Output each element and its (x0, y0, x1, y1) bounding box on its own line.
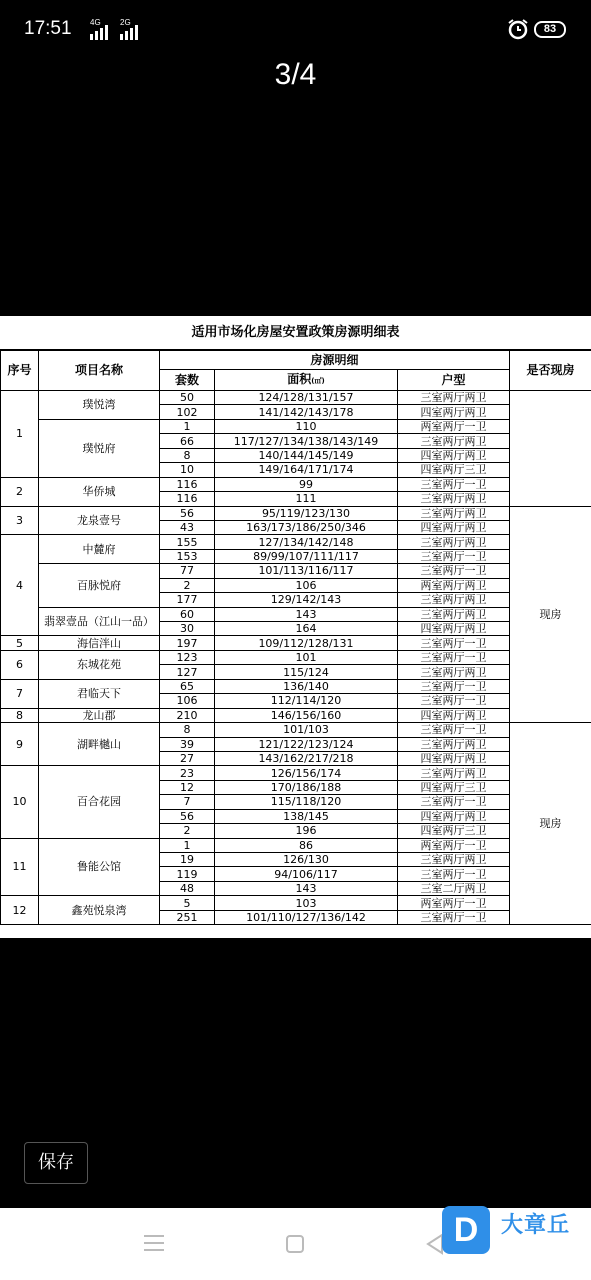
cell-sets: 210 (160, 708, 215, 722)
cell-sets: 119 (160, 867, 215, 881)
table-row (1, 723, 591, 737)
cell-seq: 5 (1, 636, 39, 650)
cell-sets: 19 (160, 853, 215, 867)
cell-sets: 50 (160, 391, 215, 405)
cell-layout: 四室两厅两卫 (398, 448, 510, 462)
cell-sets: 39 (160, 737, 215, 751)
cell-layout: 三室两厅一卫 (398, 477, 510, 491)
header-area-unit: (㎡) (311, 376, 325, 385)
cell-area: 106 (215, 578, 398, 592)
cell-area: 196 (215, 824, 398, 838)
cell-sets: 7 (160, 795, 215, 809)
cell-area: 99 (215, 477, 398, 491)
header-ready: 是否现房 (510, 351, 591, 391)
header-area-label: 面积 (287, 371, 312, 386)
cell-layout: 四室两厅三卫 (398, 463, 510, 477)
cell-sets: 8 (160, 448, 215, 462)
cell-area: 101/110/127/136/142 (215, 910, 398, 924)
signal-4g-icon (90, 20, 114, 40)
status-bar (0, 0, 591, 60)
cell-sets: 56 (160, 809, 215, 823)
cell-area: 143 (215, 607, 398, 621)
cell-sets: 56 (160, 506, 215, 520)
cell-area: 143 (215, 881, 398, 895)
cell-layout: 三室两厅两卫 (398, 766, 510, 780)
cell-layout: 三室两厅一卫 (398, 795, 510, 809)
cell-area: 126/130 (215, 853, 398, 867)
cell-sets: 2 (160, 824, 215, 838)
header-seq: 序号 (1, 351, 39, 391)
cell-area: 163/173/186/250/346 (215, 520, 398, 534)
table-row (1, 708, 591, 722)
cell-layout: 三室两厅一卫 (398, 723, 510, 737)
cell-area: 141/142/143/178 (215, 405, 398, 419)
cell-sets: 197 (160, 636, 215, 650)
cell-area: 164 (215, 622, 398, 636)
table-row (1, 535, 591, 549)
network-type-label: 4G (90, 18, 101, 27)
cell-sets: 102 (160, 405, 215, 419)
cell-project: 百合花园 (39, 766, 160, 838)
cell-layout: 三室两厅一卫 (398, 679, 510, 693)
cell-sets: 27 (160, 751, 215, 765)
cell-layout: 四室两厅两卫 (398, 405, 510, 419)
cell-layout: 四室两厅三卫 (398, 780, 510, 794)
cell-area: 126/156/174 (215, 766, 398, 780)
cell-layout: 四室两厅两卫 (398, 809, 510, 823)
cell-seq: 1 (1, 391, 39, 478)
cell-area: 121/122/123/124 (215, 737, 398, 751)
cell-seq: 4 (1, 535, 39, 636)
cell-area: 110 (215, 419, 398, 433)
cell-area: 109/112/128/131 (215, 636, 398, 650)
cell-layout: 三室两厅两卫 (398, 506, 510, 520)
cell-project: 龙泉壹号 (39, 506, 160, 535)
cell-area: 103 (215, 896, 398, 910)
cell-sets: 43 (160, 520, 215, 534)
cell-project: 翡翠壹品（江山一品） (39, 607, 160, 636)
cell-layout: 三室两厅两卫 (398, 391, 510, 405)
cell-sets: 2 (160, 578, 215, 592)
cell-sets: 106 (160, 694, 215, 708)
cell-area: 86 (215, 838, 398, 852)
cell-area: 124/128/131/157 (215, 391, 398, 405)
cell-project: 东城花苑 (39, 650, 160, 679)
cell-area: 101/103 (215, 723, 398, 737)
cell-project: 璞悦府 (39, 419, 160, 477)
cell-sets: 65 (160, 679, 215, 693)
cell-layout: 三室两厅一卫 (398, 867, 510, 881)
cell-project: 君临天下 (39, 679, 160, 708)
cell-sets: 66 (160, 434, 215, 448)
cell-layout: 四室两厅两卫 (398, 751, 510, 765)
sheet-title: 适用市场化房屋安置政策房源明细表 (0, 316, 591, 350)
cell-layout: 三室两厅一卫 (398, 636, 510, 650)
cell-area: 149/164/171/174 (215, 463, 398, 477)
cell-sets: 30 (160, 622, 215, 636)
cell-layout: 三室两厅一卫 (398, 694, 510, 708)
cell-area: 127/134/142/148 (215, 535, 398, 549)
cell-layout: 三室两厅两卫 (398, 434, 510, 448)
cell-layout: 三室二厅两卫 (398, 881, 510, 895)
cell-area: 146/156/160 (215, 708, 398, 722)
cell-area: 170/186/188 (215, 780, 398, 794)
cell-area: 138/145 (215, 809, 398, 823)
cell-layout: 四室两厅两卫 (398, 622, 510, 636)
cell-layout: 四室两厅三卫 (398, 824, 510, 838)
cell-area: 117/127/134/138/143/149 (215, 434, 398, 448)
cell-seq: 8 (1, 708, 39, 722)
housing-table (0, 350, 591, 925)
cell-sets: 177 (160, 593, 215, 607)
cell-layout: 四室两厅两卫 (398, 708, 510, 722)
cell-sets: 153 (160, 549, 215, 563)
cell-project: 华侨城 (39, 477, 160, 506)
cell-sets: 77 (160, 564, 215, 578)
cell-layout: 三室两厅两卫 (398, 593, 510, 607)
cell-sets: 8 (160, 723, 215, 737)
cell-project: 龙山郡 (39, 708, 160, 722)
cell-layout: 两室两厅一卫 (398, 838, 510, 852)
cell-layout: 两室两厅两卫 (398, 578, 510, 592)
cell-area: 94/106/117 (215, 867, 398, 881)
cell-area: 89/99/107/111/117 (215, 549, 398, 563)
table-row (1, 896, 591, 910)
cell-layout: 三室两厅一卫 (398, 549, 510, 563)
table-row (1, 650, 591, 664)
cell-area: 115/124 (215, 665, 398, 679)
table-row (1, 564, 591, 578)
table-body (1, 391, 591, 925)
cell-area: 101 (215, 650, 398, 664)
network-type-label: 2G (120, 18, 131, 27)
cell-sets: 1 (160, 838, 215, 852)
table-row (1, 419, 591, 433)
cell-sets: 127 (160, 665, 215, 679)
cell-seq: 11 (1, 838, 39, 896)
dazhangqiu-logo-text: 大章丘 (501, 1213, 571, 1238)
cell-layout: 三室两厅两卫 (398, 737, 510, 751)
cell-area: 101/113/116/117 (215, 564, 398, 578)
table-row (1, 766, 591, 780)
cell-area: 140/144/145/149 (215, 448, 398, 462)
cell-sets: 23 (160, 766, 215, 780)
cell-area: 95/119/123/130 (215, 506, 398, 520)
cell-area: 143/162/217/218 (215, 751, 398, 765)
cell-sets: 48 (160, 881, 215, 895)
battery-indicator: 83 (534, 21, 566, 38)
cell-layout: 两室两厅一卫 (398, 419, 510, 433)
cell-layout: 三室两厅两卫 (398, 665, 510, 679)
table-row (1, 636, 591, 650)
cell-area: 111 (215, 492, 398, 506)
cell-sets: 116 (160, 477, 215, 491)
cell-sets: 123 (160, 650, 215, 664)
alarm-clock-icon (507, 18, 529, 40)
header-project: 项目名称 (39, 351, 160, 391)
header-sets: 套数 (160, 370, 215, 391)
signal-2g-icon (120, 20, 144, 40)
cell-sets: 5 (160, 896, 215, 910)
cell-area: 136/140 (215, 679, 398, 693)
cell-area: 129/142/143 (215, 593, 398, 607)
cell-project: 湖畔樾山 (39, 723, 160, 766)
cell-layout: 两室两厅一卫 (398, 896, 510, 910)
cell-layout: 三室两厅一卫 (398, 910, 510, 924)
dazhangqiu-logo: D (442, 1206, 490, 1254)
header-group: 房源明细 (160, 351, 510, 370)
cell-sets: 60 (160, 607, 215, 621)
table-row (1, 838, 591, 852)
cell-project: 百脉悦府 (39, 564, 160, 607)
cell-sets: 1 (160, 419, 215, 433)
cell-sets: 10 (160, 463, 215, 477)
cell-project: 鲁能公馆 (39, 838, 160, 896)
cell-layout: 三室两厅两卫 (398, 492, 510, 506)
table-row (1, 607, 591, 621)
save-button[interactable]: 保存 (24, 1142, 88, 1184)
home-square-icon[interactable] (286, 1235, 304, 1253)
cell-seq: 2 (1, 477, 39, 506)
header-layout: 户型 (398, 370, 510, 391)
cell-ready (510, 391, 591, 507)
cell-project: 璞悦湾 (39, 391, 160, 420)
cell-seq: 9 (1, 723, 39, 766)
status-time: 17:51 (24, 18, 72, 39)
table-row (1, 477, 591, 491)
cell-ready: 现房 (510, 506, 591, 723)
header-area (215, 370, 398, 391)
cell-seq: 7 (1, 679, 39, 708)
table-row (1, 391, 591, 405)
cell-project: 中麓府 (39, 535, 160, 564)
cell-project: 海信泮山 (39, 636, 160, 650)
cell-area: 115/118/120 (215, 795, 398, 809)
cell-seq: 3 (1, 506, 39, 535)
cell-layout: 三室两厅两卫 (398, 853, 510, 867)
cell-ready: 现房 (510, 723, 591, 925)
cell-seq: 12 (1, 896, 39, 925)
cell-seq: 10 (1, 766, 39, 838)
table-row (1, 679, 591, 693)
cell-layout: 四室两厅两卫 (398, 520, 510, 534)
menu-lines-icon[interactable] (144, 1235, 164, 1253)
image-counter: 3/4 (274, 58, 317, 91)
cell-area: 112/114/120 (215, 694, 398, 708)
table-row (1, 506, 591, 520)
cell-sets: 251 (160, 910, 215, 924)
cell-layout: 三室两厅一卫 (398, 564, 510, 578)
cell-sets: 12 (160, 780, 215, 794)
cell-project: 鑫苑悦泉湾 (39, 896, 160, 925)
cell-sets: 116 (160, 492, 215, 506)
cell-sets: 155 (160, 535, 215, 549)
cell-layout: 三室两厅一卫 (398, 650, 510, 664)
housing-table-image[interactable] (0, 316, 591, 938)
cell-layout: 三室两厅两卫 (398, 607, 510, 621)
cell-layout: 三室两厅两卫 (398, 535, 510, 549)
cell-seq: 6 (1, 650, 39, 679)
